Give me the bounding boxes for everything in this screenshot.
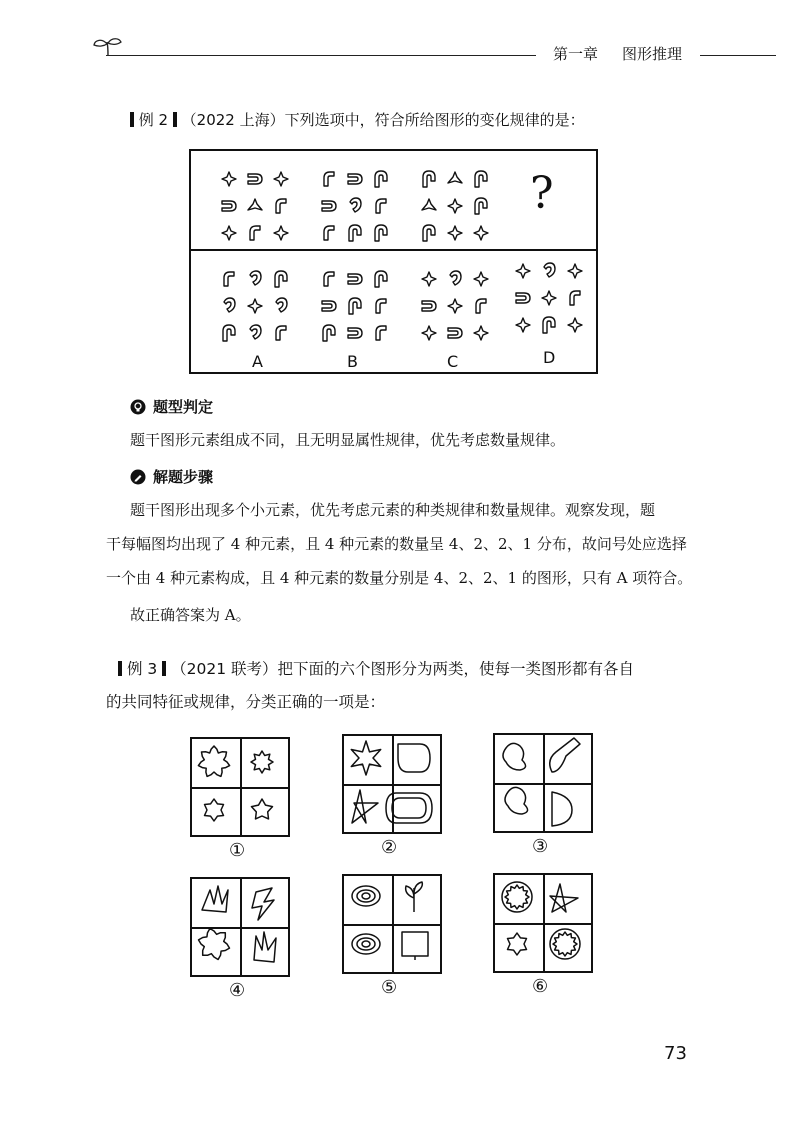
option-c-label[interactable]: C bbox=[447, 352, 459, 371]
figure-5-label[interactable]: ⑤ bbox=[381, 977, 398, 998]
steps-line-2: 干每幅图均出现了 4 种元素，且 4 种元素的数量呈 4、2、2、1 分布，故问号处应选择 bbox=[106, 535, 687, 553]
figure-6-label[interactable]: ⑥ bbox=[532, 976, 549, 997]
answer-line: 故正确答案为 A。 bbox=[130, 606, 251, 624]
header-chapter: 第一章 bbox=[553, 45, 599, 63]
page-number: 73 bbox=[664, 1043, 687, 1064]
steps-heading: 解题步骤 bbox=[153, 468, 214, 486]
type-heading: 题型判定 bbox=[153, 398, 214, 416]
option-b-label[interactable]: B bbox=[347, 352, 358, 371]
gear-shape bbox=[553, 932, 577, 956]
pentagram-shape bbox=[352, 790, 378, 823]
example3-source: （2021 联考） bbox=[171, 660, 278, 678]
example2-label: 例 2 bbox=[138, 111, 169, 129]
example2-question: 下列选项中，符合所给图形的变化规律的是： bbox=[284, 111, 585, 129]
type-text: 题干图形元素组成不同，且无明显属性规律，优先考虑数量规律。 bbox=[130, 431, 566, 449]
gear-shape bbox=[505, 885, 529, 909]
example2-source: （2022 上海） bbox=[181, 111, 285, 129]
blob-shape bbox=[505, 787, 528, 814]
figure-3-label[interactable]: ③ bbox=[532, 836, 549, 857]
question-mark: ? bbox=[530, 168, 554, 219]
star-shape bbox=[351, 741, 380, 775]
pentagram-shape bbox=[550, 884, 578, 912]
grass-shape bbox=[254, 932, 276, 962]
irregular-blob-shape bbox=[198, 746, 229, 776]
gear-outer-circle bbox=[502, 882, 532, 912]
figure-1-label[interactable]: ① bbox=[229, 840, 246, 861]
grass-shape bbox=[202, 886, 228, 912]
figure-4-label[interactable]: ④ bbox=[229, 980, 246, 1001]
example3-question-line1: 把下面的六个图形分为两类，使每一类图形都有各自 bbox=[277, 660, 634, 678]
example3-label: 例 3 bbox=[126, 660, 158, 678]
plant-shape bbox=[406, 882, 423, 912]
steps-line-1: 题干图形出现多个小元素，优先考虑元素的种类规律和数量规律。观察发现，题 bbox=[130, 501, 656, 519]
irregular-blob-shape bbox=[199, 929, 230, 960]
header-section: 图形推理 bbox=[622, 45, 683, 63]
ring-middle-shape bbox=[357, 938, 375, 950]
flower-shape bbox=[508, 933, 527, 955]
flower-shape bbox=[252, 799, 273, 819]
monitor-shape bbox=[402, 932, 428, 960]
example3-question-line2: 的共同特征或规律，分类正确的一项是： bbox=[106, 693, 386, 711]
ring-outer-shape bbox=[352, 934, 380, 954]
option-d-label[interactable]: D bbox=[543, 348, 556, 367]
option-a-label[interactable]: A bbox=[252, 352, 263, 371]
figure-2-label[interactable]: ② bbox=[381, 837, 398, 858]
rounded-rect-shape bbox=[398, 744, 430, 772]
steps-line-3: 一个由 4 种元素构成，且 4 种元素的数量分别是 4、2、2、1 的图形，只有 A 项符合。 bbox=[106, 569, 693, 587]
flower-shape bbox=[205, 799, 224, 821]
inner-rounded-rect-shape bbox=[392, 798, 426, 818]
ring-inner-shape bbox=[362, 941, 370, 947]
half-circle-shape bbox=[552, 792, 572, 826]
lightning-shape bbox=[252, 888, 274, 920]
ring-middle-shape bbox=[357, 890, 375, 902]
leaf-shape bbox=[550, 738, 580, 772]
ring-inner-shape bbox=[362, 893, 370, 899]
flower-shape bbox=[251, 751, 273, 773]
gear-outer-circle bbox=[550, 929, 580, 959]
blob-shape bbox=[503, 743, 526, 770]
ring-outer-shape bbox=[352, 886, 380, 906]
